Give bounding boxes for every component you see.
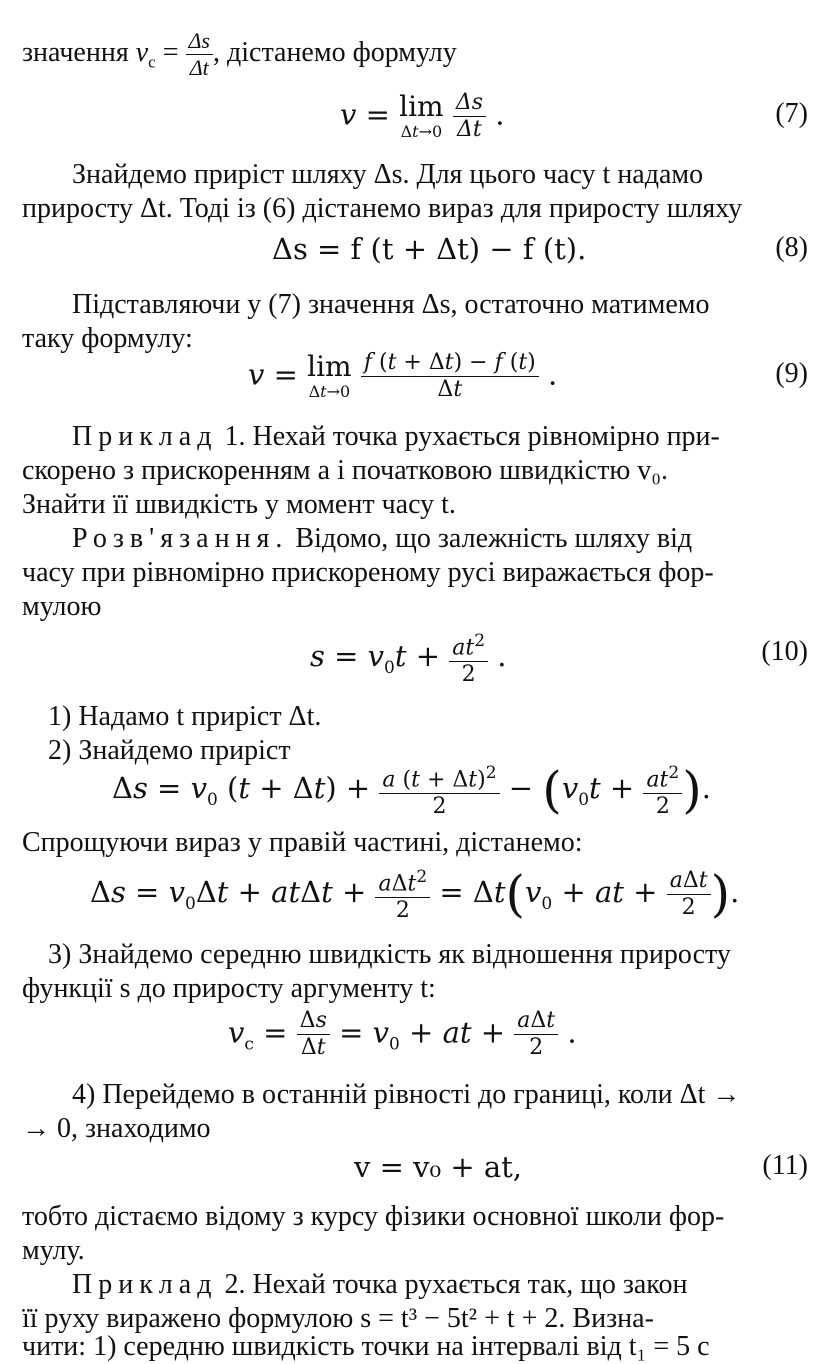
text-line: 3) Знайдемо середню швидкість як відношення приросту xyxy=(48,939,731,970)
text-line: таку формулу: xyxy=(22,323,193,354)
example-label: Приклад xyxy=(72,421,218,452)
text-line: Спрощуючи вираз у правій частині, дістанемо: xyxy=(22,827,583,858)
text-line: мулою xyxy=(22,591,102,622)
simplified-equation: $\Delta s = v_0\Delta t + at\Delta t$ + aΔt$^2$ 2 = $\Delta t(v_0$ + at + aΔt 2 ). xyxy=(90,865,740,924)
text-line: → 0, знаходимо xyxy=(22,1113,211,1144)
text-line: тобто дістаємо відому з курсу фізики основної школи фор- xyxy=(22,1201,725,1232)
equation-number: (9) xyxy=(775,358,808,389)
text-line: Знайдемо приріст шляху Δs. Для цього часу t надамо xyxy=(72,159,704,190)
text-line: 1) Надамо t приріст Δt. xyxy=(48,701,322,732)
average-velocity-equation: $v_с$ = $\frac{\Delta s}{\Delta t}$ = $v_0$ + at + aΔt 2 . xyxy=(228,1008,577,1060)
text-line: функції s до приросту аргументу t: xyxy=(22,973,436,1004)
equation-8: Δs = f (t + Δt) − f (t). xyxy=(272,232,587,266)
text-line: 4) Перейдемо в останній рівності до границі, коли Δt → xyxy=(72,1079,741,1110)
equation-number: (7) xyxy=(775,98,808,129)
solution-label: Розв'язання. xyxy=(72,523,289,554)
equation-9: v = lim Δt→0 $\frac{f (t + \Delta t) - f (t)}{\Delta t}$ . xyxy=(248,349,558,402)
text-line: Розв'язання. Відомо, що залежність шляху від xyxy=(72,523,693,554)
equation-number: (8) xyxy=(775,232,808,263)
text-line: її руху виражено формулою s = t³ − 5t² + t + 2. Визна- xyxy=(22,1303,654,1334)
text-line: Приклад 2. Нехай точка рухається так, що закон xyxy=(72,1269,688,1300)
text-line: Підставляючи у (7) значення Δs, остаточно матимемо xyxy=(72,289,710,320)
equation-number: (10) xyxy=(761,636,808,667)
text-line: значення $v_с$ = $\frac{\Delta s}{\Delta t}$ , дістанемо формулу xyxy=(22,28,457,80)
text-line: приросту Δt. Тоді із (6) дістанемо вираз для приросту шляху xyxy=(22,193,743,224)
fraction: $\frac{\Delta s}{\Delta t}$ xyxy=(186,28,213,81)
equation-11: v = v₀ + at, xyxy=(354,1150,523,1184)
equation-number: (11) xyxy=(762,1150,808,1181)
text-line: часу при рівномірно прискореному русі виражається фор- xyxy=(22,557,714,588)
increment-equation: $\Delta s = v_0$ (t + Δt) + $\frac{a (t + \Delta t)^2}{2}$ − ($v_0t$ + $\frac{at^2}{2}$ ). xyxy=(112,761,711,820)
text-line: Знайти її швидкість у момент часу t. xyxy=(22,489,456,520)
equation-10: $s = v_0t$ + $\frac{at^2}{2}$ . xyxy=(310,628,507,688)
text-line: скорено з прискоренням a і початковою швидкістю v₀. xyxy=(22,455,669,486)
example-label: Приклад xyxy=(72,1269,218,1300)
equation-7: v = lim Δt→0 $\frac{\Delta s}{\Delta t}$ . xyxy=(340,89,505,142)
text-line: мулу. xyxy=(22,1235,85,1266)
text-line: 2) Знайдемо приріст xyxy=(48,735,291,766)
text-line: Приклад 1. Нехай точка рухається рівномірно при- xyxy=(72,421,720,452)
text-line: чити: 1) середню швидкість точки на інтервалі від t₁ = 5 с xyxy=(22,1331,710,1362)
